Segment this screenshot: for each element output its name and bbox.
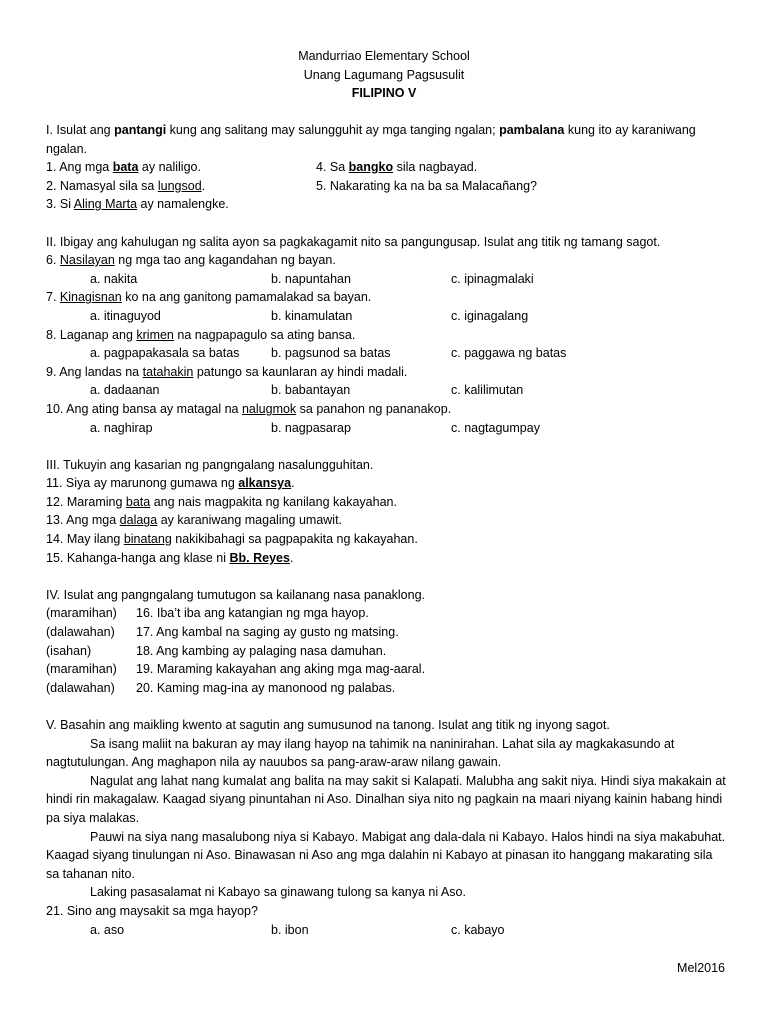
list-item (46, 660, 726, 679)
item-text: 18. Ang kambing ay palaging nasa damuhan. (136, 643, 387, 658)
story-paragraph-1: Sa isang maliit na bakuran ay may ilang hayop na tahimik na naninirahan. Lahat sila ay magkakasundo at nagtutulungan. Ang maghapon nila ay nauubos sa pang-araw-araw nilang gawain. (46, 736, 675, 770)
question-15: 15. Kahanga-hanga ang klase ni Bb. Reyes. (46, 550, 294, 565)
choice-b: b. ibon (271, 922, 309, 937)
number-tag: (isahan) (46, 643, 92, 658)
question-row (46, 177, 726, 196)
underlined-word: nalugmok (241, 401, 297, 416)
choice-b: b. pagsunod sa batas (271, 346, 391, 361)
section-3-instructions: III. Tukuyin ang kasarian ng pangngalang nasalungguhitan. (46, 457, 374, 472)
choice-b: b. babantayan (271, 383, 351, 398)
choice-a: a. itinaguyod (90, 308, 161, 323)
story-paragraph-2: Nagulat ang lahat nang kumalat ang balita na may sakit si Kalapati. Malubha ang sakit niya. Hindi siya makakain at hindi rin makagalaw. Kaagad siyang pinuntahan ni Aso. Dinalhan siya nito ng pagkain na maari niyang kainin habang hindi pa siya malakas. (46, 773, 726, 825)
item-text: 17. Ang kambal na saging ay gusto ng matsing. (136, 625, 399, 640)
choice-c: c. iginagalang (451, 308, 529, 323)
question-2: 2. Namasyal sila sa lungsod. (46, 178, 206, 193)
question-1: 1. Ang mga bata ay naliligo. (46, 160, 201, 175)
choices-6 (46, 270, 726, 289)
choice-c: c. kalilimutan (451, 383, 524, 398)
number-tag: (maramihan) (46, 662, 117, 677)
question-12: 12. Maraming bata ang nais magpakita ng kanilang kakayahan. (46, 494, 397, 509)
term-pantangi: pantangi (114, 123, 167, 137)
item-text: 19. Maraming kakayahan ang aking mga mag-aaral. (136, 662, 426, 677)
section-1-instructions: I. Isulat ang pantangi kung ang salitang may salungguhit ay mga tanging ngalan; pambalana kung ito ay karaniwang ngalan. (46, 123, 696, 156)
test-title: Unang Lagumang Pagsusulit (303, 67, 465, 82)
choices-8 (46, 344, 726, 363)
list-item (46, 623, 726, 642)
question-10: 10. Ang ating bansa ay matagal na nalugmok sa panahon ng pananakop. (46, 401, 452, 416)
underlined-word: tatahakin (142, 364, 194, 379)
subject-title: FILIPINO V (351, 86, 417, 101)
question-21: 21. Sino ang maysakit sa mga hayop? (46, 903, 258, 918)
place-name: Malacañang (461, 178, 531, 193)
choice-c: c. ipinagmalaki (451, 271, 534, 286)
section-5-instructions: V. Basahin ang maikling kwento at sagutin ang sumusunod na tanong. Isulat ang titik ng inyong sagot. (46, 718, 610, 732)
underlined-word: alkansya (238, 476, 292, 491)
question-13: 13. Ang mga dalaga ay karaniwang magaling umawit. (46, 513, 343, 528)
underlined-word: Aling Marta (73, 197, 138, 212)
underlined-word: bata (125, 494, 151, 509)
story-paragraph-3: Pauwi na siya nang masalubong niya si Kabayo. Mabigat ang dala-dala ni Kabayo. Halos hindi na siya makabuhat. Kaagad siyang tinulungan ni Aso. Binawasan ni Aso ang mga dalahin ni Kabayo at pinasan ito hanggang makarating sila sa tahanan nito. (46, 829, 726, 881)
choices-21 (46, 921, 726, 940)
question-7: 7. Kinagisnan ko na ang ganitong pamamalakad sa bayan. (46, 290, 372, 305)
choice-a: a. aso (90, 922, 125, 937)
choice-a: a. nakita (90, 271, 138, 286)
choices-9 (46, 381, 726, 400)
choice-a: a. naghirap (90, 420, 153, 435)
choice-b: b. kinamulatan (271, 308, 353, 323)
question-11: 11. Siya ay marunong gumawa ng alkansya. (46, 476, 295, 491)
underlined-word: Kinagisnan (59, 290, 122, 305)
underlined-word: bata (112, 160, 139, 175)
school-name: Mandurriao Elementary School (298, 49, 470, 63)
choice-b: b. nagpasarap (271, 420, 351, 435)
choice-c: c. nagtagumpay (451, 420, 540, 435)
underlined-word: lungsod (157, 178, 202, 193)
question-8: 8. Laganap ang krimen na nagpapagulo sa ating bansa. (46, 327, 356, 342)
section-2-instructions: II. Ibigay ang kahulugan ng salita ayon sa pagkakagamit nito sa pangungusap. Isulat ang titik ng tamang sagot. (46, 234, 661, 249)
underlined-word: bangko (348, 160, 394, 175)
question-6: 6. Nasilayan ng mga tao ang kagandahan ng bayan. (46, 253, 336, 268)
underlined-word: Bb. Reyes (229, 550, 290, 565)
question-5: 5. Nakarating ka na ba sa Malacañang? (316, 178, 537, 193)
underlined-word: Nasilayan (59, 253, 115, 268)
question-row (46, 158, 726, 177)
section-4-instructions: IV. Isulat ang pangngalang tumutugon sa kailanang nasa panaklong. (46, 587, 426, 602)
choice-c: c. kabayo (451, 922, 505, 937)
number-tag: (maramihan) (46, 606, 117, 621)
question-9: 9. Ang landas na tatahakin patungo sa kaunlaran ay hindi madali. (46, 364, 408, 379)
choice-c: c. paggawa ng batas (451, 346, 567, 361)
question-3: 3. Si Aling Marta ay namalengke. (46, 197, 229, 212)
underlined-word: dalaga (119, 513, 158, 528)
footer-label: Mel2016 (677, 961, 725, 975)
list-item (46, 642, 726, 661)
worksheet-content (46, 121, 726, 939)
list-item (46, 679, 726, 698)
choice-a: a. pagpapakasala sa batas (90, 346, 240, 361)
choice-b: b. napuntahan (271, 271, 351, 286)
item-text: 20. Kaming mag-ina ay manonood ng palabas. (136, 680, 396, 695)
choices-7 (46, 307, 726, 326)
number-tag: (dalawahan) (46, 625, 115, 640)
list-item (46, 604, 726, 623)
underlined-word: binatang (123, 532, 172, 547)
underlined-word: krimen (136, 327, 174, 342)
choice-a: a. dadaanan (90, 383, 160, 398)
item-text: 16. Iba’t iba ang katangian ng mga hayop. (136, 606, 369, 621)
story-paragraph-4: Laking pasasalamat ni Kabayo sa ginawang tulong sa kanya ni Aso. (90, 885, 466, 900)
number-tag: (dalawahan) (46, 680, 115, 695)
term-pambalana: pambalana (499, 123, 565, 137)
question-4: 4. Sa bangko sila nagbayad. (316, 160, 478, 175)
choices-10 (46, 419, 726, 438)
header (0, 47, 768, 103)
question-14: 14. May ilang binatang nakikibahagi sa pagpapakita ng kakayahan. (46, 532, 418, 547)
